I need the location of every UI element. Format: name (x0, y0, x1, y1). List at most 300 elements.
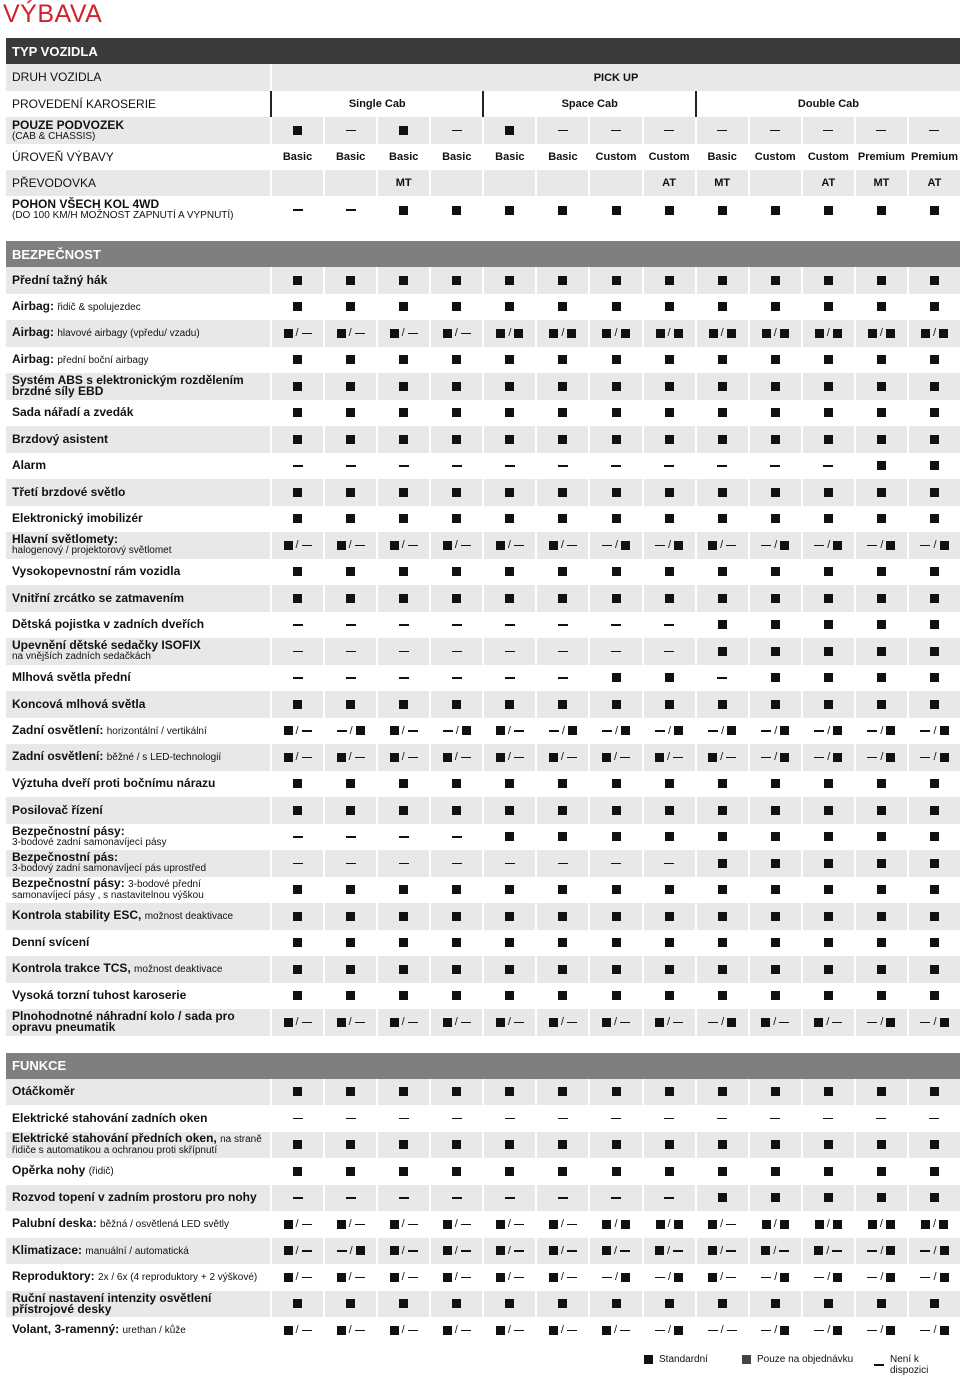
dash-icon (770, 130, 780, 132)
square-icon (940, 1273, 949, 1282)
cell (642, 294, 695, 321)
cell (748, 559, 801, 586)
cell (695, 320, 748, 347)
table-row (6, 744, 960, 771)
square-icon (284, 1273, 293, 1282)
dash-icon (355, 1277, 365, 1279)
square-icon (452, 514, 461, 523)
dash-icon (461, 333, 471, 335)
square-icon (452, 382, 461, 391)
table-row (6, 956, 960, 983)
square-icon (612, 700, 621, 709)
label-bold: Brzdový asistent (12, 431, 109, 446)
dash-icon (611, 1118, 621, 1120)
cell: Space Cab (482, 91, 694, 117)
slash-separator: / (774, 724, 778, 737)
label-line (12, 852, 266, 863)
square-icon (505, 514, 514, 523)
label-line (12, 590, 266, 605)
square-icon (718, 435, 727, 444)
label-bold: Plnohodnotné náhradní kolo / sada pro opravu pneumatik (12, 1009, 235, 1035)
cell (907, 1079, 960, 1106)
cell (695, 638, 748, 665)
square-icon (665, 488, 674, 497)
cell (429, 1009, 482, 1036)
label-line (12, 534, 266, 545)
cell (642, 665, 695, 692)
cell (748, 294, 801, 321)
square-icon (771, 1140, 780, 1149)
cell (535, 718, 588, 745)
square-icon (824, 620, 833, 629)
cell (695, 1158, 748, 1185)
square-icon (771, 832, 780, 841)
cell (588, 170, 641, 196)
row-cells (270, 1009, 960, 1036)
square-icon (814, 1246, 823, 1255)
label-line (12, 407, 266, 418)
square-icon (558, 1087, 567, 1096)
cell (482, 559, 535, 586)
dash-icon (611, 465, 621, 467)
dash-icon (602, 1277, 612, 1279)
slash-separator: / (826, 327, 830, 340)
cell (535, 665, 588, 692)
slash-separator: / (401, 751, 405, 764)
dash-icon (567, 545, 577, 547)
square-icon (771, 302, 780, 311)
square-icon (665, 938, 674, 947)
square-icon (771, 435, 780, 444)
slash-separator: / (295, 724, 299, 737)
dash-icon (717, 130, 727, 132)
legend-standard (644, 1354, 708, 1365)
square-icon (549, 1273, 558, 1282)
square-icon (505, 488, 514, 497)
table-row (6, 718, 960, 745)
cell (429, 956, 482, 983)
square-icon (771, 620, 780, 629)
cell (429, 1264, 482, 1291)
dash-icon (779, 1250, 789, 1252)
cell (748, 983, 801, 1010)
slash-separator: / (720, 1244, 724, 1257)
label-line (12, 1086, 266, 1097)
square-icon (443, 1018, 452, 1027)
table-row (6, 1211, 960, 1238)
cell (907, 797, 960, 824)
cell (748, 1105, 801, 1132)
cell (642, 1158, 695, 1185)
square-icon (390, 1018, 399, 1027)
square-icon (346, 938, 355, 947)
square-icon (824, 938, 833, 947)
cell (429, 1079, 482, 1106)
cell (801, 532, 854, 559)
cell (588, 267, 641, 294)
label-sub: (DO 100 KM/H MOŽNOST ZAPNUTÍ A VYPNUTÍ) (12, 210, 234, 221)
square-icon (940, 1326, 949, 1335)
square-icon (399, 355, 408, 364)
dash-icon (673, 757, 683, 759)
cell (323, 1211, 376, 1238)
cell (376, 665, 429, 692)
square-icon (284, 329, 293, 338)
square-icon (612, 408, 621, 417)
row-cells (270, 1079, 960, 1106)
section-gap (6, 1036, 960, 1053)
square-icon (399, 1140, 408, 1149)
cell (270, 373, 323, 400)
label-bold: Zadní osvětlení: (12, 722, 104, 737)
label-line (12, 117, 266, 132)
square-icon (558, 382, 567, 391)
table-row (6, 797, 960, 824)
square-icon (505, 806, 514, 815)
dash-icon (664, 130, 674, 132)
slash-separator: / (507, 539, 511, 552)
cell (801, 1211, 854, 1238)
square-icon (612, 912, 621, 921)
cell (748, 1009, 801, 1036)
cell (642, 824, 695, 851)
cell (695, 294, 748, 321)
dash-icon (726, 1224, 736, 1226)
square-icon (877, 355, 886, 364)
cell (854, 691, 907, 718)
page-title: VÝBAVA (3, 0, 103, 28)
label-bold: Elektronický imobilizér (12, 511, 143, 526)
square-icon (558, 435, 567, 444)
square-icon (346, 276, 355, 285)
square-icon (390, 329, 399, 338)
cell (535, 1132, 588, 1159)
square-icon (655, 1246, 664, 1255)
slash-separator: / (932, 327, 936, 340)
row-label (6, 267, 270, 294)
square-icon (399, 382, 408, 391)
cell (323, 559, 376, 586)
cell (801, 347, 854, 374)
cell: MT (854, 170, 907, 196)
slash-separator: / (668, 539, 672, 552)
table-row (6, 267, 960, 294)
square-icon (399, 1167, 408, 1176)
dash-icon (302, 757, 312, 759)
square-icon (390, 726, 399, 735)
square-icon (877, 567, 886, 576)
label-small: 2x / 6x (4 reproduktory + 2 výškové) (98, 1272, 258, 1284)
label-line (12, 878, 266, 890)
square-icon (771, 514, 780, 523)
cell (854, 956, 907, 983)
square-icon (399, 126, 408, 135)
dash-icon (761, 757, 771, 759)
cell (642, 1238, 695, 1265)
slash-separator: / (348, 539, 352, 552)
square-icon (930, 382, 939, 391)
square-icon (293, 991, 302, 1000)
square-icon (709, 329, 718, 338)
cell (482, 506, 535, 533)
dash-icon (505, 624, 515, 626)
square-icon (549, 753, 558, 762)
slash-separator: / (454, 1324, 458, 1337)
row-label (6, 347, 270, 374)
cell (695, 665, 748, 692)
square-icon (780, 541, 789, 550)
slash-separator: / (721, 1016, 725, 1029)
cell (482, 1009, 535, 1036)
dash-icon (814, 545, 824, 547)
dash-icon (408, 333, 418, 335)
row-label (6, 373, 270, 400)
square-icon (505, 832, 514, 841)
row-cells (270, 1238, 960, 1265)
row-cells (270, 506, 960, 533)
label-line (12, 963, 266, 975)
row-label (6, 400, 270, 427)
cell (907, 117, 960, 144)
slash-separator: / (401, 539, 405, 552)
cell (376, 744, 429, 771)
slash-separator: / (454, 1271, 458, 1284)
square-icon (718, 885, 727, 894)
cell (376, 797, 429, 824)
square-icon (602, 1246, 611, 1255)
row-cells (270, 956, 960, 983)
square-icon (940, 1246, 949, 1255)
cell (270, 665, 323, 692)
square-icon (665, 594, 674, 603)
square-icon (877, 885, 886, 894)
cell (482, 665, 535, 692)
label-line (12, 272, 266, 287)
label-small: urethan / kůže (122, 1325, 186, 1337)
cell (748, 850, 801, 877)
dash-icon (611, 863, 621, 865)
dash-icon (461, 757, 471, 759)
slash-separator: / (720, 751, 724, 764)
row-cells (270, 170, 960, 196)
slash-separator: / (721, 724, 725, 737)
cell (642, 559, 695, 586)
dash-icon (770, 1118, 780, 1120)
cell (801, 638, 854, 665)
cell (695, 506, 748, 533)
dash-icon (920, 1250, 930, 1252)
row-label: PROVEDENÍ KAROSERIE (12, 96, 157, 111)
table-row (6, 400, 960, 427)
row-cells (270, 665, 960, 692)
cell (270, 850, 323, 877)
section-header: TYP VOZIDLA (6, 38, 960, 64)
cell (376, 267, 429, 294)
square-icon (399, 302, 408, 311)
dash-icon (399, 1118, 409, 1120)
dash-icon (461, 1277, 471, 1279)
cell (482, 532, 535, 559)
square-icon (665, 302, 674, 311)
cell (482, 347, 535, 374)
cell (907, 638, 960, 665)
cell (482, 983, 535, 1010)
square-icon (930, 1140, 939, 1149)
table-row (6, 824, 960, 851)
square-icon (939, 329, 948, 338)
square-icon (390, 1246, 399, 1255)
table-row (6, 850, 960, 877)
square-icon (337, 753, 346, 762)
cell (695, 956, 748, 983)
dash-icon (558, 130, 568, 132)
label-line (12, 722, 266, 737)
slash-separator: / (773, 327, 777, 340)
square-icon (665, 408, 674, 417)
cell (270, 1105, 323, 1132)
cell (270, 170, 323, 196)
square-icon (612, 302, 621, 311)
slash-separator: / (773, 1016, 777, 1029)
cell (907, 1132, 960, 1159)
dash-icon (867, 1277, 877, 1279)
cell (642, 1211, 695, 1238)
dash-icon (461, 545, 471, 547)
cell (535, 117, 588, 144)
square-icon (877, 620, 886, 629)
square-icon (346, 514, 355, 523)
square-icon (346, 355, 355, 364)
cell (588, 1105, 641, 1132)
label-line (12, 990, 266, 1001)
square-icon (558, 594, 567, 603)
cell (854, 1009, 907, 1036)
square-icon (612, 885, 621, 894)
cell (642, 983, 695, 1010)
square-icon (558, 965, 567, 974)
cell (642, 1291, 695, 1318)
dash-icon (514, 1330, 524, 1332)
square-icon (612, 1299, 621, 1308)
square-icon (558, 567, 567, 576)
cell (482, 196, 535, 224)
square-icon (293, 885, 302, 894)
label-bold: Mlhová světla přední (12, 670, 131, 685)
square-icon (930, 647, 939, 656)
dash-icon (293, 1197, 303, 1199)
square-icon (718, 1140, 727, 1149)
dash-icon (302, 1330, 312, 1332)
dash-icon (346, 677, 356, 679)
cell (270, 612, 323, 639)
cell (270, 930, 323, 957)
cell: AT (801, 170, 854, 196)
dash-icon (452, 1118, 462, 1120)
label-bold: Reproduktory: (12, 1269, 95, 1284)
slash-separator: / (774, 1271, 778, 1284)
square-icon (940, 753, 949, 762)
slash-separator: / (507, 1016, 511, 1029)
dash-icon (293, 677, 303, 679)
square-icon (399, 488, 408, 497)
cell (482, 1317, 535, 1344)
label-bold: Dětská pojistka v zadních dveřích (12, 617, 205, 632)
dash-icon (505, 1118, 515, 1120)
cell (588, 320, 641, 347)
dash-icon (461, 1022, 471, 1024)
dash-icon (558, 465, 568, 467)
square-icon (718, 206, 727, 215)
cell (695, 426, 748, 453)
square-icon (771, 594, 780, 603)
cell (748, 1317, 801, 1344)
table-row (6, 665, 960, 692)
square-icon (293, 1140, 302, 1149)
cell (854, 196, 907, 224)
cell (323, 1105, 376, 1132)
cell (323, 585, 376, 612)
dash-icon (611, 1197, 621, 1199)
cell (323, 479, 376, 506)
label-line (12, 351, 266, 366)
slash-separator: / (295, 1016, 299, 1029)
label-bold: Kontrola stability ESC, (12, 908, 142, 923)
cell (270, 117, 323, 144)
cell (801, 506, 854, 533)
row-cells (270, 691, 960, 718)
cell (801, 612, 854, 639)
slash-separator: / (348, 327, 352, 340)
cell (748, 665, 801, 692)
dash-icon (302, 545, 312, 547)
cell (907, 665, 960, 692)
slash-separator: / (295, 327, 299, 340)
label-bold: Klimatizace: (12, 1242, 83, 1257)
square-icon (514, 329, 523, 338)
square-icon (824, 206, 833, 215)
slash-separator: / (348, 751, 352, 764)
dash-icon (549, 730, 559, 732)
section-header: BEZPEČNOST (6, 241, 960, 267)
dash-icon (920, 1022, 930, 1024)
square-icon (293, 567, 302, 576)
label-line (12, 1218, 266, 1230)
cell (323, 294, 376, 321)
cell (323, 850, 376, 877)
square-icon (337, 1220, 346, 1229)
cell (854, 1238, 907, 1265)
slash-separator: / (401, 1324, 405, 1337)
cell (323, 196, 376, 224)
square-icon (399, 276, 408, 285)
cell (695, 877, 748, 904)
square-icon (771, 1193, 780, 1202)
row-cells (270, 877, 960, 904)
square-icon (390, 541, 399, 550)
cell (482, 400, 535, 427)
cell: PICK UP (270, 64, 960, 91)
dash-icon (399, 624, 409, 626)
table-row (6, 903, 960, 930)
label-small: na straně (220, 1134, 262, 1146)
slash-separator: / (295, 539, 299, 552)
square-icon (771, 912, 780, 921)
square-icon (558, 302, 567, 311)
label-bold: Elektrické stahování zadních oken (12, 1110, 208, 1125)
square-icon (284, 726, 293, 735)
square-icon (771, 673, 780, 682)
dash-icon (293, 651, 303, 653)
